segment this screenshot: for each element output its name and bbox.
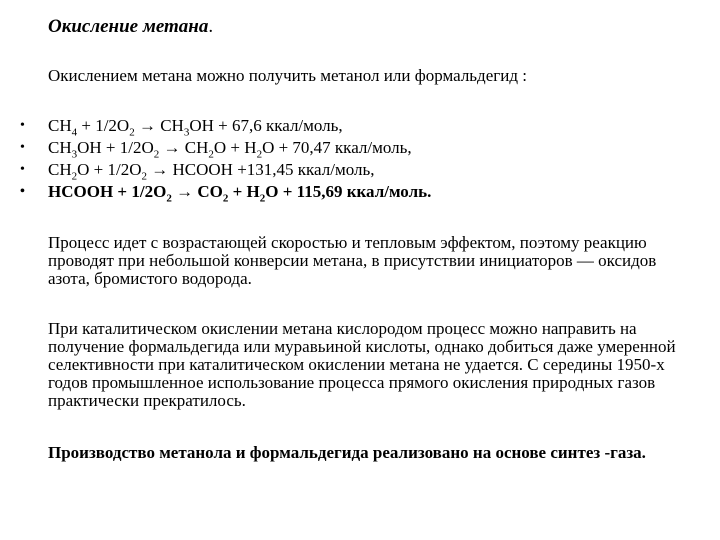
reaction-equation-1: $CH_4 + 1/2O_2 \to CH_3OH + 67,6$ ккал/моль, [48, 116, 343, 139]
slide-title [48, 16, 213, 38]
paragraph-process-conditions: Процесс идет с возрастающей скоростью и тепловым эффектом, поэтому реакцию проводят при небольшой конверсии метана, в присутствии инициаторов — оксидов азота, бромистого водорода. [48, 233, 657, 288]
reaction-item-3 [20, 159, 431, 181]
intro-text: Окислением метана можно получить метанол или формальдегид : [48, 66, 527, 85]
reaction-list [20, 115, 431, 203]
reaction-equation-4: HCOOH + $1/2O_2 \to CO_2 + H_2O + 115,69$ ккал/моль. [48, 182, 432, 205]
reaction-equation-3: $CH_2O + 1/2O_2$ → HCOOH +131,45 ккал/моль, [48, 160, 375, 183]
bullet-icon: • [20, 184, 25, 199]
slide-title-text: Окисление метана [48, 16, 209, 37]
bullet-icon: • [20, 140, 25, 155]
bullet-icon: • [20, 118, 25, 133]
paragraph-synthesis-gas: Производство метанола и формальдегида реализовано на основе синтез -газа. [48, 443, 646, 462]
bullet-icon: • [20, 162, 25, 177]
reaction-equation-2: $CH_3OH + 1/2O_2 \to CH_2O + H_2O + 70,47$ ккал/моль, [48, 138, 412, 161]
reaction-item-2 [20, 137, 431, 159]
paragraph-catalytic-oxidation: При каталитическом окислении метана кислородом процесс можно направить на получение формальдегида или муравьиной кислоты, однако добиться даже умеренной селективности при каталитическом окислении метана не удается. С середины 1950-х годов промышленное использование процесса прямого окисления природных газов практически прекратилось. [48, 319, 676, 410]
slide-title-period: . [208, 16, 214, 37]
reaction-item-4 [20, 181, 431, 203]
reaction-item-1 [20, 115, 431, 137]
